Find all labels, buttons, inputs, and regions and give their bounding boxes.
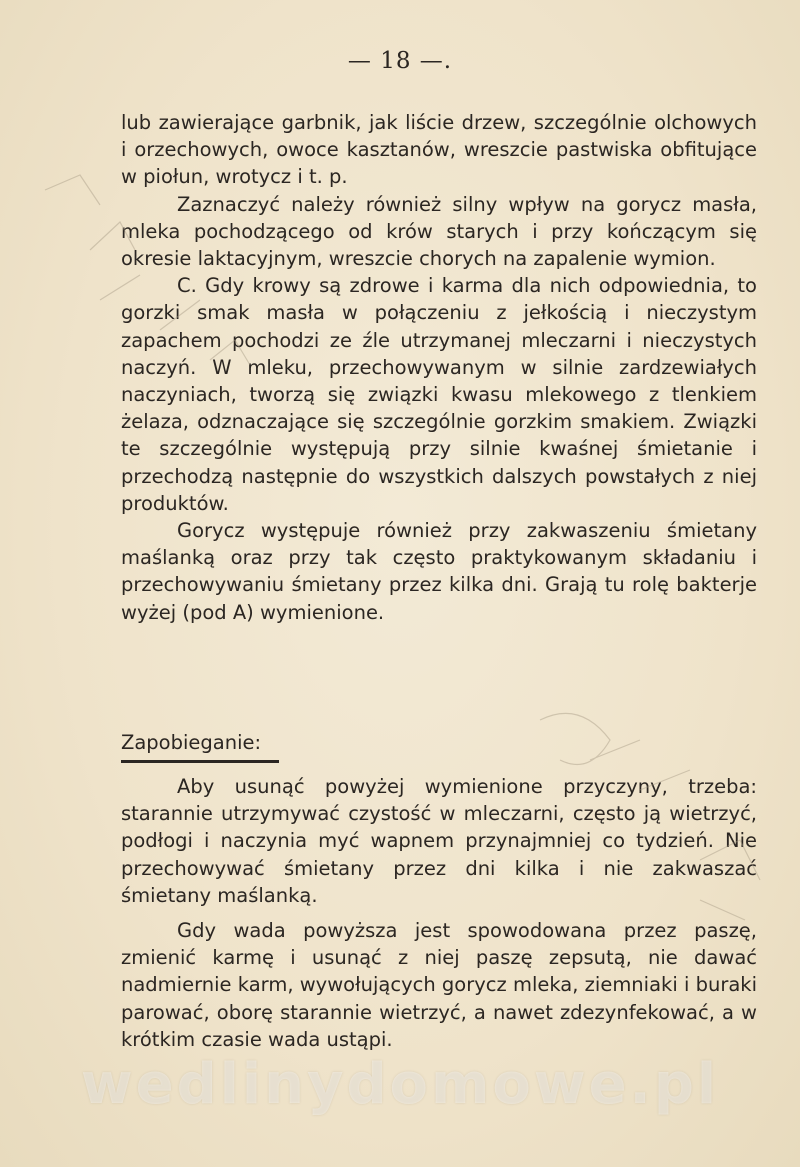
- heading-underline: [121, 760, 279, 763]
- paragraph: Gorycz występuje również przy zakwaszeniu śmietany maślanką oraz przy tak często praktykowanym składaniu i przechowywaniu śmietany przez kilka dni. Grają tu rolę bakterje wyżej (pod A) wymienione.: [121, 519, 757, 624]
- body-text-top: [121, 109, 757, 626]
- paragraph: Zaznaczyć należy również silny wpływ na gorycz masła, mleka pochodzącego od krów starych i przy kończącym się okresie laktacyjnym, wreszcie chorych na zapalenie wymion.: [121, 192, 757, 271]
- paragraph: lub zawierające garbnik, jak liście drzew, szczególnie olchowych i orzechowych, owoce kasztanów, wreszcie pastwiska obfitujące w piołun, wrotycz i t. p.: [121, 111, 757, 189]
- body-text-bottom: [121, 773, 757, 1053]
- paragraph: Gdy wada powyższa jest spowodowana przez paszę, zmienić karmę i usunąć z niej paszę zepsutą, nie dawać nadmiernie karm, wywołujących gorycz mleka, ziemniaki i buraki parować, oborę starannie wietrzyć, a nawet zdezynfekować, a w krótkim czasie wada ustąpi.: [121, 919, 757, 1051]
- section-heading-block: [121, 729, 421, 756]
- watermark-logo: wedlinydomowe.pl: [80, 1052, 720, 1117]
- paragraph: Aby usunąć powyżej wymienione przyczyny, trzeba: starannie utrzymywać czystość w mleczarni, często ją wietrzyć, podłogi i naczynia myć wapnem przynajmniej co tydzień. Nie przechowywać śmietany przez dni kilka i nie zakwaszać śmietany maślanką.: [121, 775, 757, 907]
- paragraph: C. Gdy krowy są zdrowe i karma dla nich odpowiednia, to gorzki smak masła w połączeniu z jełkością i nieczystym zapachem pochodzi ze źle utrzymanej mleczarni i nieczystych naczyń. W mleku, przechowywanym w silnie zardzewiałych naczyniach, tworzą się związki kwasu mlekowego z tlenkiem żelaza, odznaczające się szczególnie gorzkim smakiem. Związki te szczególnie występują przy silnie kwaśnej śmietanie i przechodzą następnie do wszystkich dalszych powstałych z niej produktów.: [121, 274, 757, 515]
- page-number: — 18 —.: [347, 48, 453, 74]
- section-heading: Zapobieganie:: [121, 731, 262, 754]
